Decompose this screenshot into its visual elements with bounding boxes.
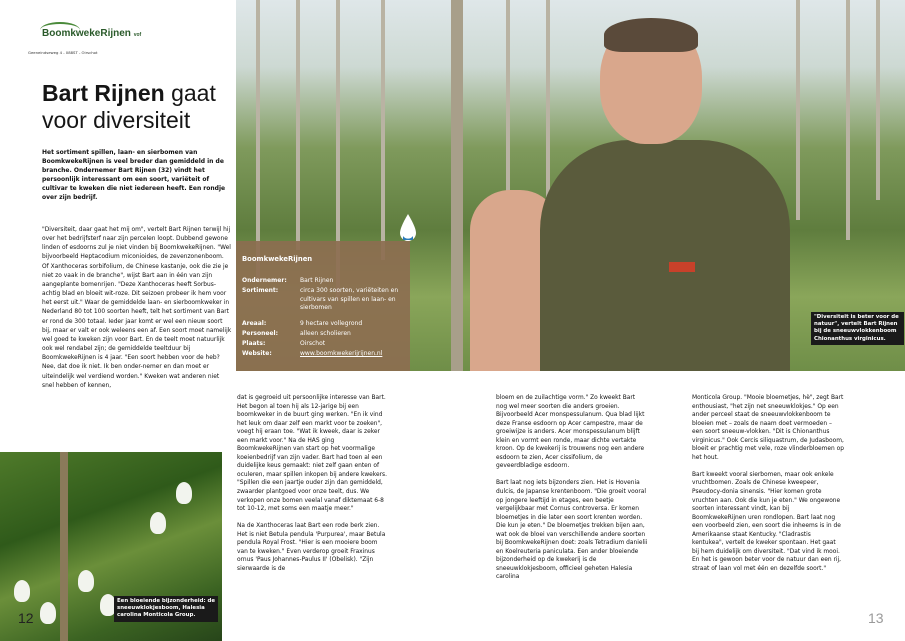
info-value: Bart Rijnen bbox=[300, 277, 334, 284]
info-key: Website: bbox=[242, 350, 272, 357]
info-value: circa 300 soorten, variëteiten en cultivars van spillen en laan- en sierbomen bbox=[300, 287, 399, 312]
paragraph: Monticola Group. "Mooie bloemetjes, hè", zegt Bart enthousiast, "het zijn net sneeuwklokjes." Op een ander perceel staat de sneeuwvlokkenboom te bloeien met – zoals de naam doet vermoeden – een soort sneeuw-vlokken. "Dit is Chionanthus virginicus." Ook Cercis siliquastrum, de Judasboom, bloeit er prachtig met vele, roze vlinderbloemen op het hout. bbox=[692, 395, 844, 461]
paragraph: Bart laat nog iets bijzonders zien. Het is Hovenia dulcis, de Japanse krentenboom. "Die groeit vooral op jongere leeftijd in etages, een beetje vergelijkbaar met Cornus controversa. Er komen bloemetjes in die later een soort krenten worden. Die kun je eten." De bloemetjes trekken bijen aan, wat ook de bloei van verschillende andere soorten bij BoomkwekeRijnen doet: zoals Tetradium danielii en Koelreuteria paniculata. Een ander bloeiende bijzonderheid op de kwekerij is de sneeuwklokjesboom, officieel geheten Halesia carolina bbox=[496, 480, 648, 581]
paragraph: Na de Xanthoceras laat Bart een rode berk zien. Het is niet Betula pendula 'Purpurea', maar Betula pendula Royal Frost. "Hier is een mooiere boom van te kweken." Even verderop groeit Fraxinus ornus 'Paus Johannes-Paulus II' (Obelisk). "Zijn sierwaarde is de bbox=[237, 523, 386, 572]
person-shirt-shape bbox=[540, 140, 790, 371]
water-drop-icon bbox=[398, 212, 418, 242]
bloom-shape bbox=[176, 482, 192, 504]
info-value: 9 hectare vollegrond bbox=[300, 320, 363, 327]
info-key: Areaal: bbox=[242, 320, 267, 327]
bloom-shape bbox=[78, 570, 94, 592]
website-link[interactable]: www.boomkwekerijrijnen.nl bbox=[300, 350, 383, 357]
text-column-1 bbox=[237, 394, 389, 582]
photo-caption-left: Een bloeiende bijzonderheid: de sneeuwklokjesboom, Halesia carolina Monticola Group. bbox=[114, 596, 218, 622]
article-title bbox=[42, 80, 232, 134]
company-info-box bbox=[236, 241, 410, 371]
infobox-heading: BoomkwekeRijnen bbox=[242, 255, 313, 263]
article-body-intro: "Diversiteit, daar gaat het mij om", vertelt Bart Rijnen terwijl hij over het bedrijfsterf naar zijn percelen loopt. Dubbend gewone linden of esdoorns zul je niet vinden bij BoomkwekeRijnen. "Wel bijvoorbeeld Heptacodium miconioides, de zevenzonenboom. Of Xanthoceras sorbifolium, de Chinese kastanje, ook die zie je niet zo vaak in de branche", wijst Bart aan in één van zijn aangeplante bomenrijen. "Deze Xanthoceras heeft Sorbus-achtig blad en bloeit wit-roze. Dit seizoen probeer ik hem voor het eerst uit." Waar de gemiddelde laan- en sierboomkweker in Nederland 80 tot 100 soorten heeft, telt het sortiment van Bart er rond de 300 totaal. Ieder jaar komt er wel een nieuw soort bij, maar er valt er ook weleens een af. Een soort moet namelijk wel goed te kweken zijn voor Bart. En de teelt moet natuurlijk ook wel rendabel zijn; de gemiddelde teeltduur bij BoomkwekeRijnen is 4 jaar. "Een soort hebben voor de heb? Nee, dat doe ik niet. Ik ben onder-nemer en dan moet er uiteindelijk wel verdiend worden." Kweken wat anderen niet snel hebben of kennen, bbox=[42, 227, 232, 389]
person-hair-shape bbox=[604, 18, 698, 52]
info-value: Oirschot bbox=[300, 340, 326, 347]
branch-shape bbox=[60, 452, 68, 641]
page-number-left: 12 bbox=[18, 610, 34, 626]
tree-pole bbox=[546, 0, 550, 220]
info-key: Sortiment: bbox=[242, 287, 279, 294]
text-column-3 bbox=[692, 394, 844, 582]
tree-pole bbox=[256, 0, 260, 280]
paragraph: dat is gegroeid uit persoonlijke interesse van Bart. Het begon al toen hij als 12-jarige bij een boomkweker in de buurt ging werken. "En ik vind het leuk om daar zelf een markt voor te zoeken", voegt hij eraan toe. "Wat ik kweek, daar is zeker een markt voor." Na de HAS ging BoomkwekeRijnen van start op het voormalige koeienbedrijf van zijn vader. Bart had toen al een duidelijke keus gemaakt: niet zelf gaan enten of oculeren, maar spillen inkopen bij andere kwekers. "Spillen die een jaartje ouder zijn dan gemiddeld, zwaarder plantgoed voor onze teelt, dus. We verkopen onze bomen veelal vanaf diktemaat 6-8 tot 10-12, met soms een maatje meer." bbox=[237, 395, 387, 513]
tree-pole bbox=[296, 0, 300, 250]
info-value: alleen scholieren bbox=[300, 330, 351, 337]
tree-pole bbox=[846, 0, 850, 240]
logo-brand: BoomkwekeRijnen vof bbox=[42, 28, 142, 39]
info-key: Ondernemer: bbox=[242, 277, 287, 284]
page-number-right: 13 bbox=[868, 610, 884, 626]
title-rest: gaat voor diversiteit bbox=[42, 80, 216, 133]
paragraph: Bart kweekt vooral sierbomen, maar ook enkele vruchtbomen. Zoals de Chinese kweepeer, Pseudocy-donia sinensis. "Hier komen grote vruchten aan. Ook die kun je eten." We ongewone soorten interessant vindt, kan bij BoomkwekeRijnen uren rondlopen. Bart laat nog een voorbeeld zien, een soort die inheems is in de Amerikaanse staat Kentucky. "Cladrastis kentukea", vertelt de kweker spontaan. Het gaat bij hem duidelijk om diversiteit. "Dat vind ik mooi. En het is gewoon beter voor de natuur dan een rij, straat of laan vol met één en dezelfde soort." bbox=[692, 471, 842, 572]
title-name: Bart Rijnen bbox=[42, 80, 165, 106]
tree-pole bbox=[796, 0, 800, 220]
info-key: Plaats: bbox=[242, 340, 266, 347]
shirt-badge-icon bbox=[669, 262, 695, 272]
text-column-2 bbox=[496, 394, 648, 591]
tree-pole bbox=[381, 0, 385, 260]
paragraph: bloem en de zuilachtige vorm." Zo kweekt Bart nog wel meer soorten die anders groeien. Bijvoorbeeld Acer monspessulanum. Qua blad lijkt deze Franse esdoorn op Acer campestre, maar de groeiwijze is anders. Acer monspessulanum blijft klein en vormt een ronde, maar dichte vertakte kroon. Op de kwekerij is trouwens nog een andere esdoorn te zien, Acer cissifolium, de geveerdbladige esdoorn. bbox=[496, 395, 645, 470]
article-lead: Het sortiment spillen, laan- en sierbomen van BoomkwekeRijnen is veel breder dan gemiddeld in de branche. Ondernemer Bart Rijnen (32) vindt het persoonlijk interessant om een soort, variëteit of cultivar te kweken die niet iedereen heeft. Een rondje over zijn bedrijf. bbox=[42, 149, 226, 202]
info-key: Personeel: bbox=[242, 330, 278, 337]
photo-caption-right: "Diversiteit is beter voor de natuur", vertelt Bart Rijnen bij de sneeuwvlokkenboom Chionanthus virginicus. bbox=[811, 312, 904, 345]
logo-address: Geeneindseweg 4 - 088ST - Oirschot bbox=[28, 50, 98, 55]
company-logo bbox=[28, 28, 142, 55]
tree-pole bbox=[876, 0, 880, 200]
bloom-shape bbox=[14, 580, 30, 602]
bloom-shape bbox=[150, 512, 166, 534]
bloom-shape bbox=[40, 602, 56, 624]
tree-pole bbox=[451, 0, 463, 371]
